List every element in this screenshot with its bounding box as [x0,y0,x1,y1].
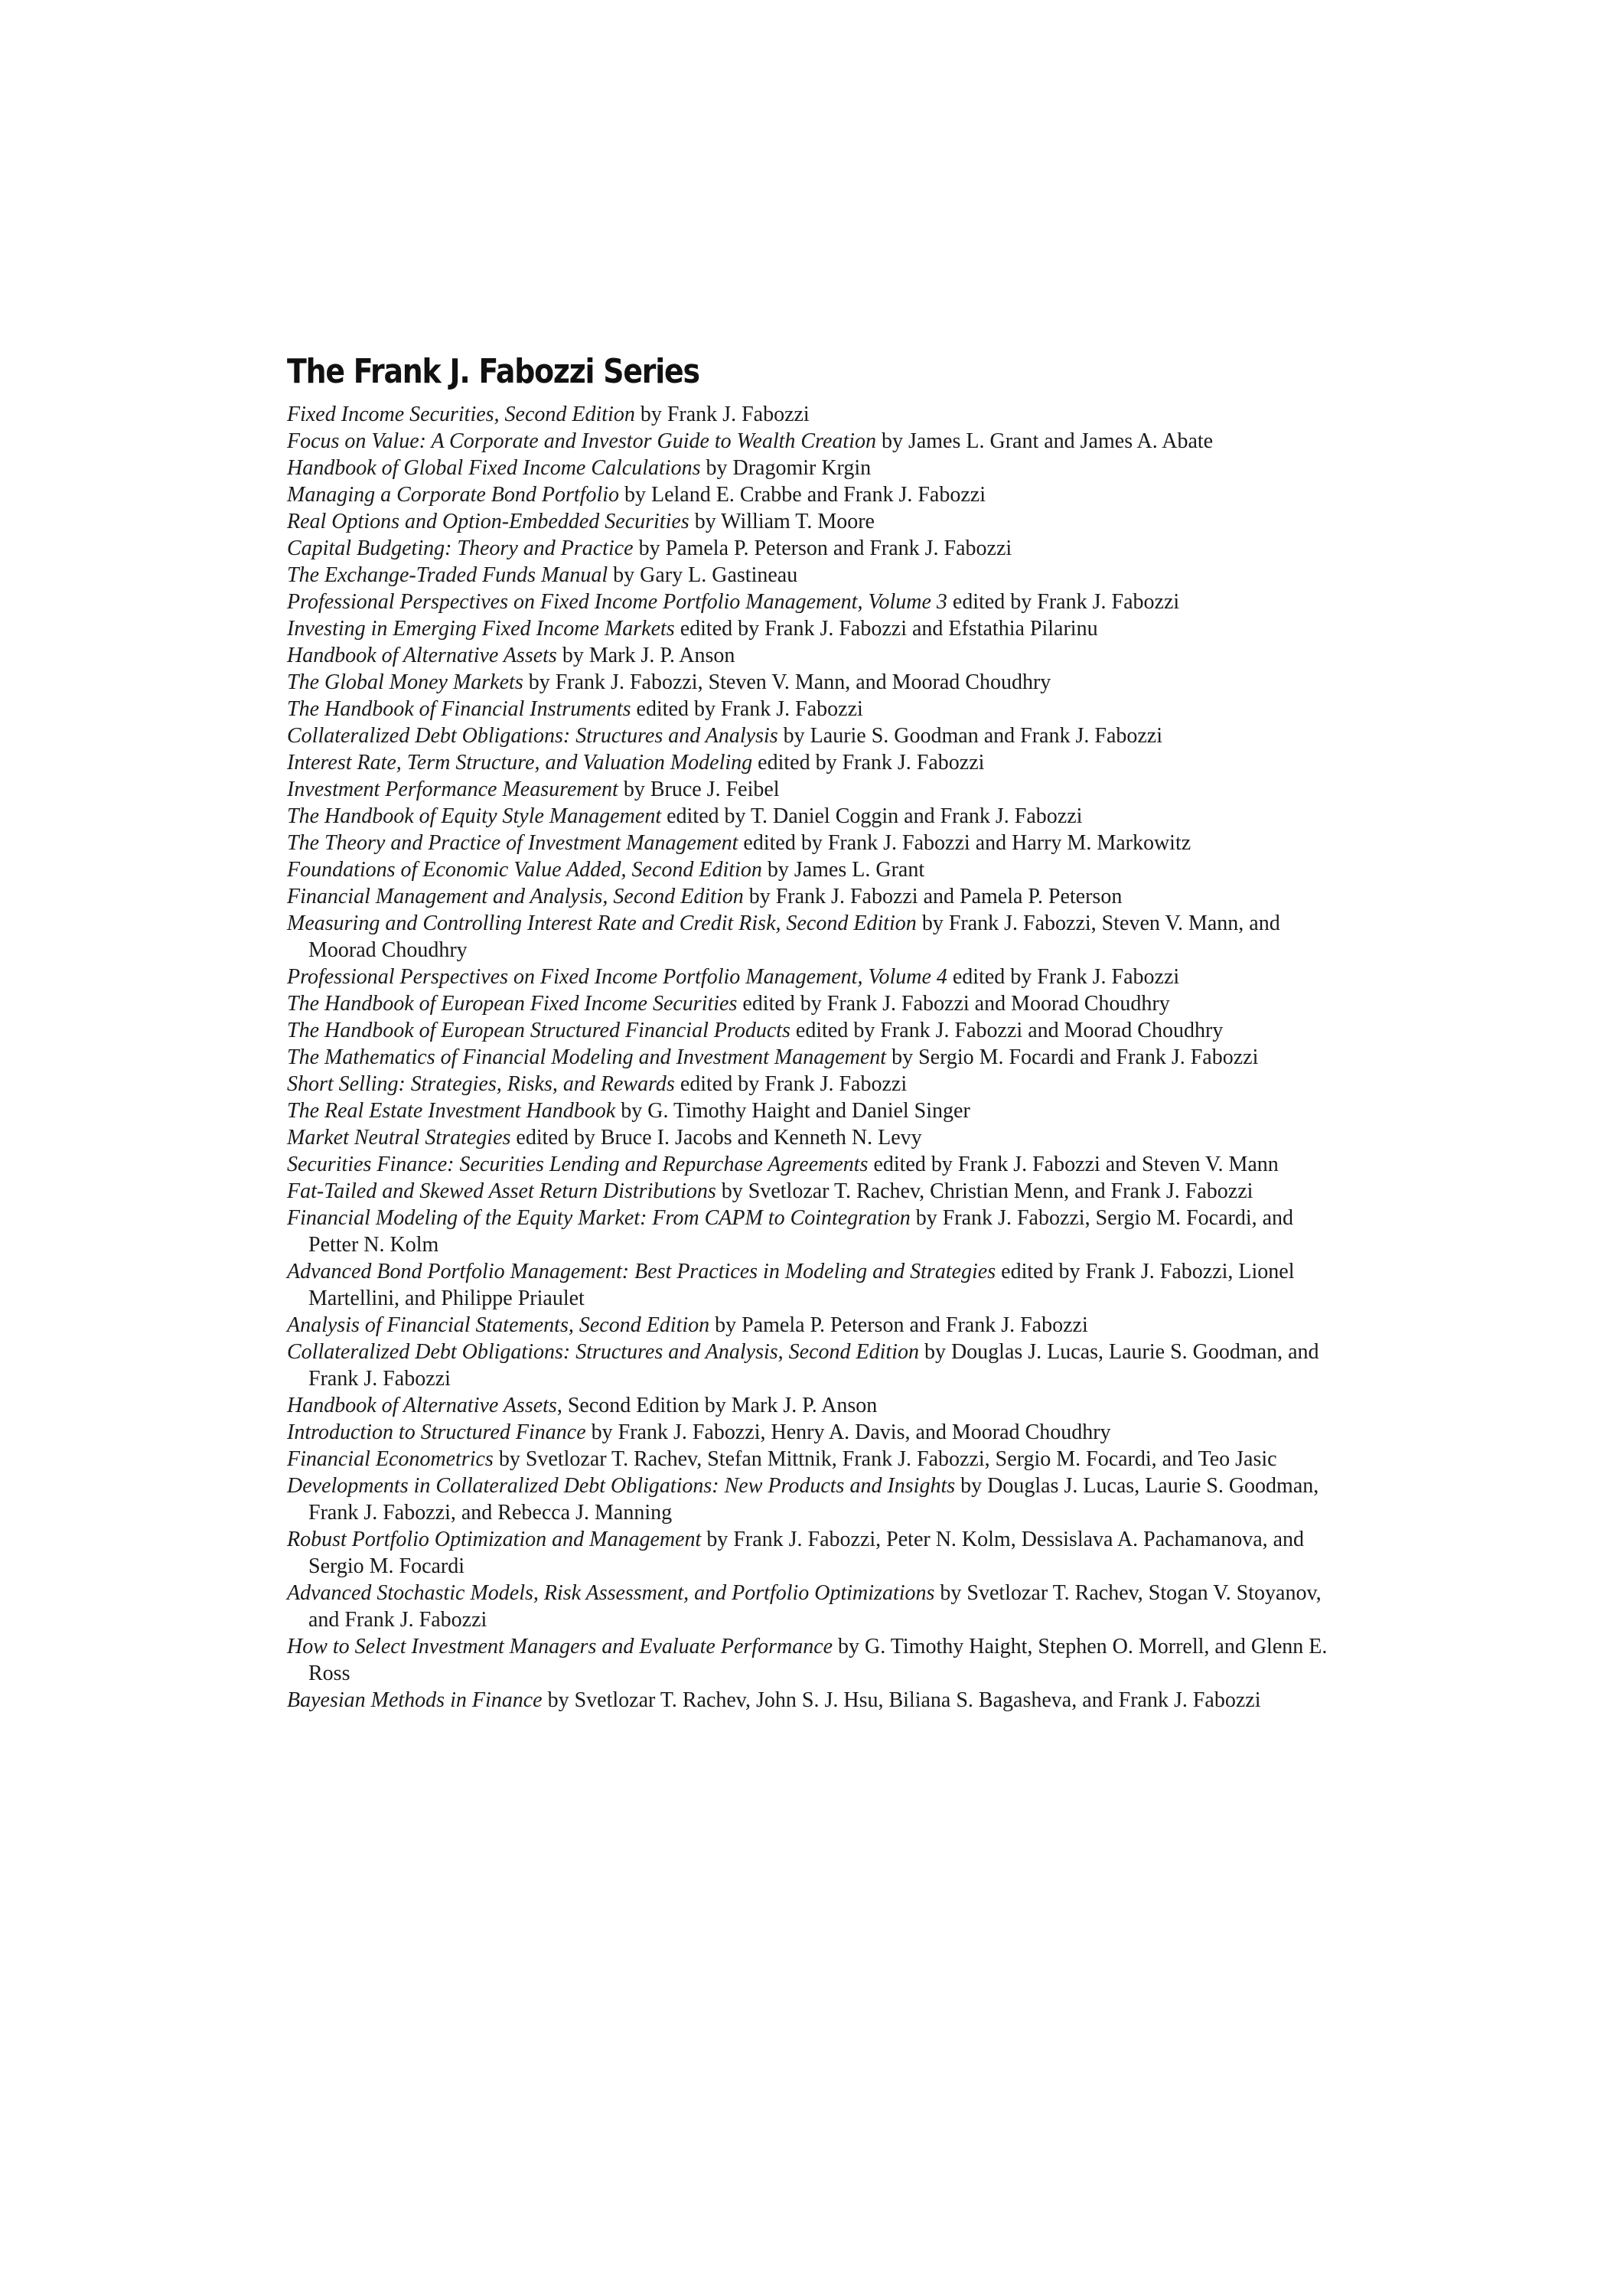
book-title: The Handbook of Financial Instruments [287,697,631,721]
book-entry [287,1097,1332,1124]
book-authors: edited by T. Daniel Coggin and Frank J. Fabozzi [661,804,1083,828]
book-authors: by G. Timothy Haight, Stephen O. Morrell, and Glenn E. Ross [308,1635,1328,1685]
book-title: Analysis of Financial Statements, Second Edition [287,1313,710,1337]
book-authors: by Frank J. Fabozzi, Peter N. Kolm, Dessislava A. Pachamanova, and Sergio M. Focardi [308,1528,1305,1578]
book-authors: by James L. Grant and James A. Abate [875,429,1214,453]
book-entry [287,1124,1332,1151]
book-title: The Handbook of European Structured Financial Products [287,1019,790,1042]
book-authors: by Frank J. Fabozzi, Steven V. Mann, and Moorad Choudhry [308,912,1280,962]
book-title: Handbook of Global Fixed Income Calculations [287,456,701,480]
book-authors: by Frank J. Fabozzi, Sergio M. Focardi, and Petter N. Kolm [308,1206,1294,1257]
book-authors: edited by Frank J. Fabozzi, Lionel Martellini, and Philippe Priaulet [308,1260,1295,1310]
book-entry [287,803,1332,830]
book-title: Advanced Bond Portfolio Management: Best Practices in Modeling and Strategies [287,1260,996,1283]
book-authors: by James L. Grant [761,858,925,882]
series-list-section [287,351,1332,1714]
book-authors: by Bruce J. Feibel [618,778,780,801]
book-entry [287,535,1332,562]
book-title: Collateralized Debt Obligations: Structures and Analysis [287,724,778,748]
book-entry [287,1473,1332,1526]
book-entry [287,749,1332,776]
book-authors: by Frank J. Fabozzi and Pamela P. Peterson [743,885,1123,908]
book-authors: by Svetlozar T. Rachev, Stogan V. Stoyanov, and Frank J. Fabozzi [308,1581,1322,1632]
book-authors: by Pamela P. Peterson and Frank J. Fabozzi [709,1313,1088,1337]
book-entry [287,964,1332,990]
book-title: Short Selling: Strategies, Risks, and Rewards [287,1072,675,1096]
book-title: Fat-Tailed and Skewed Asset Return Distributions [287,1179,716,1203]
book-title: Financial Modeling of the Equity Market: From CAPM to Cointegration [287,1206,911,1230]
book-entry [287,1392,1332,1419]
book-authors: edited by Bruce I. Jacobs and Kenneth N. Levy [510,1126,922,1150]
book-entry [287,883,1332,910]
book-authors: edited by Frank J. Fabozzi [947,590,1180,614]
book-title: The Theory and Practice of Investment Management [287,831,738,855]
book-entry [287,830,1332,856]
book-title: How to Select Investment Managers and Evaluate Performance [287,1635,833,1658]
book-entry [287,589,1332,615]
book-title: The Mathematics of Financial Modeling and Investment Management [287,1045,887,1069]
book-authors: by Douglas J. Lucas, Laurie S. Goodman, and Frank J. Fabozzi [308,1340,1319,1391]
book-entry [287,1178,1332,1205]
book-entry [287,1017,1332,1044]
book-title: The Handbook of European Fixed Income Securities [287,992,738,1016]
book-title: Capital Budgeting: Theory and Practice [287,536,634,560]
book-title: Advanced Stochastic Models, Risk Assessment, and Portfolio Optimizations [287,1581,935,1605]
book-title: Professional Perspectives on Fixed Income Portfolio Management, Volume 3 [287,590,947,614]
book-entry [287,615,1332,642]
book-authors: edited by Frank J. Fabozzi and Efstathia Pilarinu [674,617,1098,641]
book-list [287,401,1332,1714]
book-entry [287,669,1332,696]
book-authors: by Frank J. Fabozzi [634,403,810,426]
book-entry [287,722,1332,749]
book-authors: by Frank J. Fabozzi, Henry A. Davis, and Moorad Choudhry [585,1420,1111,1444]
book-title: Fixed Income Securities, Second Edition [287,403,635,426]
book-title: Real Options and Option-Embedded Securities [287,510,689,533]
book-authors: by Frank J. Fabozzi, Steven V. Mann, and Moorad Choudhry [523,670,1051,694]
book-title: Financial Econometrics [287,1447,494,1471]
book-entry [287,910,1332,964]
book-title: Financial Management and Analysis, Second Edition [287,885,744,908]
book-authors: by Douglas J. Lucas, Laurie S. Goodman, Frank J. Fabozzi, and Rebecca J. Manning [308,1474,1319,1525]
book-title: Developments in Collateralized Debt Obligations: New Products and Insights [287,1474,956,1498]
book-entry [287,1419,1332,1446]
book-authors: edited by Frank J. Fabozzi [631,697,863,721]
book-title: Investing in Emerging Fixed Income Markets [287,617,675,641]
book-entry [287,562,1332,589]
book-title: Managing a Corporate Bond Portfolio [287,483,619,507]
book-entry [287,455,1332,481]
book-authors: by Leland E. Crabbe and Frank J. Fabozzi [619,483,986,507]
book-authors: by William T. Moore [689,510,875,533]
book-entry [287,642,1332,669]
book-entry [287,401,1332,428]
book-authors: by G. Timothy Haight and Daniel Singer [615,1099,970,1123]
book-title: Professional Perspectives on Fixed Income Portfolio Management, Volume 4 [287,965,947,989]
book-title: Focus on Value: A Corporate and Investor Guide to Wealth Creation [287,429,876,453]
book-entry [287,1446,1332,1473]
book-entry [287,508,1332,535]
book-authors: by Gary L. Gastineau [608,563,798,587]
book-authors: by Pamela P. Peterson and Frank J. Fabozzi [633,536,1012,560]
book-entry [287,1339,1332,1392]
book-entry [287,428,1332,455]
book-title: Market Neutral Strategies [287,1126,511,1150]
book-title: Introduction to Structured Finance [287,1420,586,1444]
book-authors: by Svetlozar T. Rachev, Stefan Mittnik, Frank J. Fabozzi, Sergio M. Focardi, and Teo Jasic [493,1447,1277,1471]
book-authors: by Dragomir Krgin [700,456,872,480]
book-authors: edited by Frank J. Fabozzi and Moorad Choudhry [737,992,1170,1016]
book-title: Handbook of Alternative Assets [287,1394,557,1417]
book-title: Foundations of Economic Value Added, Second Edition [287,858,762,882]
book-authors: edited by Frank J. Fabozzi [947,965,1180,989]
book-entry [287,481,1332,508]
book-authors: by Mark J. P. Anson [556,644,735,667]
book-entry [287,1205,1332,1258]
book-authors: edited by Frank J. Fabozzi [752,751,985,775]
book-authors: edited by Frank J. Fabozzi and Harry M. Markowitz [738,831,1191,855]
book-authors: by Sergio M. Focardi and Frank J. Fabozzi [886,1045,1259,1069]
book-title: Investment Performance Measurement [287,778,618,801]
book-title: The Real Estate Investment Handbook [287,1099,616,1123]
book-entry [287,1312,1332,1339]
book-title: The Handbook of Equity Style Management [287,804,662,828]
book-title: Robust Portfolio Optimization and Management [287,1528,702,1551]
book-authors: , Second Edition by Mark J. P. Anson [556,1394,878,1417]
book-entry [287,776,1332,803]
book-title: Securities Finance: Securities Lending and Repurchase Agreements [287,1153,869,1176]
book-entry [287,1580,1332,1633]
book-entry [287,1687,1332,1714]
book-title: The Exchange-Traded Funds Manual [287,563,608,587]
book-entry [287,1633,1332,1687]
book-entry [287,856,1332,883]
book-authors: by Laurie S. Goodman and Frank J. Fabozzi [777,724,1163,748]
book-title: Interest Rate, Term Structure, and Valuation Modeling [287,751,753,775]
book-authors: edited by Frank J. Fabozzi and Steven V. Mann [868,1153,1279,1176]
series-title: The Frank J. Fabozzi Series [287,352,699,391]
book-title: Collateralized Debt Obligations: Structures and Analysis, Second Edition [287,1340,919,1364]
book-entry [287,1071,1332,1097]
book-entry [287,1526,1332,1580]
book-entry [287,990,1332,1017]
book-entry [287,1258,1332,1312]
book-title: Bayesian Methods in Finance [287,1688,543,1712]
book-authors: by Svetlozar T. Rachev, Christian Menn, and Frank J. Fabozzi [715,1179,1253,1203]
book-authors: edited by Frank J. Fabozzi and Moorad Choudhry [790,1019,1224,1042]
book-entry [287,696,1332,722]
book-title: Handbook of Alternative Assets [287,644,557,667]
book-entry [287,1151,1332,1178]
book-entry [287,1044,1332,1071]
book-title: Measuring and Controlling Interest Rate and Credit Risk, Second Edition [287,912,917,935]
book-title: The Global Money Markets [287,670,523,694]
book-authors: edited by Frank J. Fabozzi [674,1072,908,1096]
book-authors: by Svetlozar T. Rachev, John S. J. Hsu, Biliana S. Bagasheva, and Frank J. Fabozzi [542,1688,1261,1712]
